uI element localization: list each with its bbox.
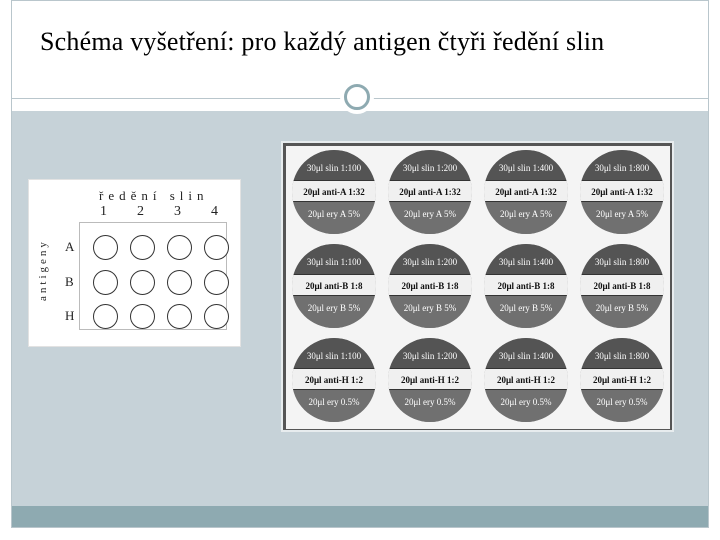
well-disc — [292, 244, 376, 328]
slide-title: Schéma vyšetření: pro každý antigen čtyři ředění slin — [40, 27, 605, 56]
erythrocyte-label: 20μl ery A 5% — [580, 202, 664, 234]
saliva-label: 30μl slin 1:200 — [388, 244, 472, 274]
footer-bar — [12, 506, 708, 527]
well-disc — [388, 338, 472, 422]
plate-cell — [574, 240, 670, 335]
saliva-label: 30μl slin 1:200 — [388, 338, 472, 368]
antiserum-label: 20μl anti-B 1:8 — [580, 274, 664, 296]
dilution-heading: ředění slin — [99, 188, 209, 203]
plate-cell — [382, 334, 478, 429]
plate-cell — [382, 146, 478, 241]
saliva-label: 30μl slin 1:800 — [580, 338, 664, 368]
erythrocyte-label: 20μl ery B 5% — [388, 296, 472, 328]
erythrocyte-label: 20μl ery 0.5% — [580, 390, 664, 422]
erythrocyte-label: 20μl ery A 5% — [484, 202, 568, 234]
plate-cell — [478, 334, 574, 429]
scheme-well — [93, 304, 118, 329]
antigen-axis — [31, 230, 51, 310]
row-label: A — [65, 239, 75, 254]
scheme-well — [204, 304, 229, 329]
well-disc — [292, 338, 376, 422]
plate-cell — [382, 240, 478, 335]
scheme-figure — [28, 179, 241, 347]
ring-ornament-icon — [340, 80, 374, 114]
saliva-label: 30μl slin 1:400 — [484, 150, 568, 180]
saliva-label: 30μl slin 1:200 — [388, 150, 472, 180]
saliva-label: 30μl slin 1:100 — [292, 244, 376, 274]
column-number: 1 — [100, 204, 107, 219]
scheme-well — [130, 235, 155, 260]
scheme-well — [204, 235, 229, 260]
scheme-well — [167, 235, 192, 260]
column-number: 2 — [137, 204, 144, 219]
plate-cell — [286, 146, 382, 241]
plate-cell — [478, 146, 574, 241]
well-disc — [484, 338, 568, 422]
erythrocyte-label: 20μl ery B 5% — [580, 296, 664, 328]
saliva-label: 30μl slin 1:100 — [292, 338, 376, 368]
erythrocyte-label: 20μl ery 0.5% — [388, 390, 472, 422]
row-label: B — [65, 274, 74, 289]
well-disc — [484, 150, 568, 234]
plate-cell — [574, 334, 670, 429]
well-disc — [388, 150, 472, 234]
erythrocyte-label: 20μl ery B 5% — [292, 296, 376, 328]
scheme-well — [204, 270, 229, 295]
well-disc — [484, 244, 568, 328]
antiserum-label: 20μl anti-H 1:2 — [580, 368, 664, 390]
saliva-label: 30μl slin 1:800 — [580, 244, 664, 274]
antigen-heading: antigeny — [37, 239, 49, 301]
column-number: 4 — [211, 204, 218, 219]
antiserum-label: 20μl anti-A 1:32 — [580, 180, 664, 202]
well-disc — [580, 244, 664, 328]
scheme-well — [130, 270, 155, 295]
well-disc — [388, 244, 472, 328]
scheme-well — [130, 304, 155, 329]
plate-cell — [478, 240, 574, 335]
scheme-well — [93, 235, 118, 260]
erythrocyte-label: 20μl ery B 5% — [484, 296, 568, 328]
antiserum-label: 20μl anti-A 1:32 — [484, 180, 568, 202]
scheme-well — [167, 270, 192, 295]
antiserum-label: 20μl anti-H 1:2 — [388, 368, 472, 390]
column-number: 3 — [174, 204, 181, 219]
plate-cell — [286, 240, 382, 335]
erythrocyte-label: 20μl ery A 5% — [292, 202, 376, 234]
saliva-label: 30μl slin 1:100 — [292, 150, 376, 180]
antiserum-label: 20μl anti-A 1:32 — [388, 180, 472, 202]
erythrocyte-label: 20μl ery A 5% — [388, 202, 472, 234]
erythrocyte-label: 20μl ery 0.5% — [484, 390, 568, 422]
antiserum-label: 20μl anti-B 1:8 — [388, 274, 472, 296]
saliva-label: 30μl slin 1:400 — [484, 338, 568, 368]
saliva-label: 30μl slin 1:400 — [484, 244, 568, 274]
antiserum-label: 20μl anti-H 1:2 — [292, 368, 376, 390]
scheme-well — [167, 304, 192, 329]
test-plate — [281, 141, 674, 432]
scheme-well — [93, 270, 118, 295]
well-disc — [580, 150, 664, 234]
plate-cell — [574, 146, 670, 241]
well-disc — [580, 338, 664, 422]
antiserum-label: 20μl anti-B 1:8 — [484, 274, 568, 296]
row-label: H — [65, 308, 75, 323]
antiserum-label: 20μl anti-H 1:2 — [484, 368, 568, 390]
antiserum-label: 20μl anti-B 1:8 — [292, 274, 376, 296]
well-disc — [292, 150, 376, 234]
plate-cell — [286, 334, 382, 429]
saliva-label: 30μl slin 1:800 — [580, 150, 664, 180]
erythrocyte-label: 20μl ery 0.5% — [292, 390, 376, 422]
antiserum-label: 20μl anti-A 1:32 — [292, 180, 376, 202]
